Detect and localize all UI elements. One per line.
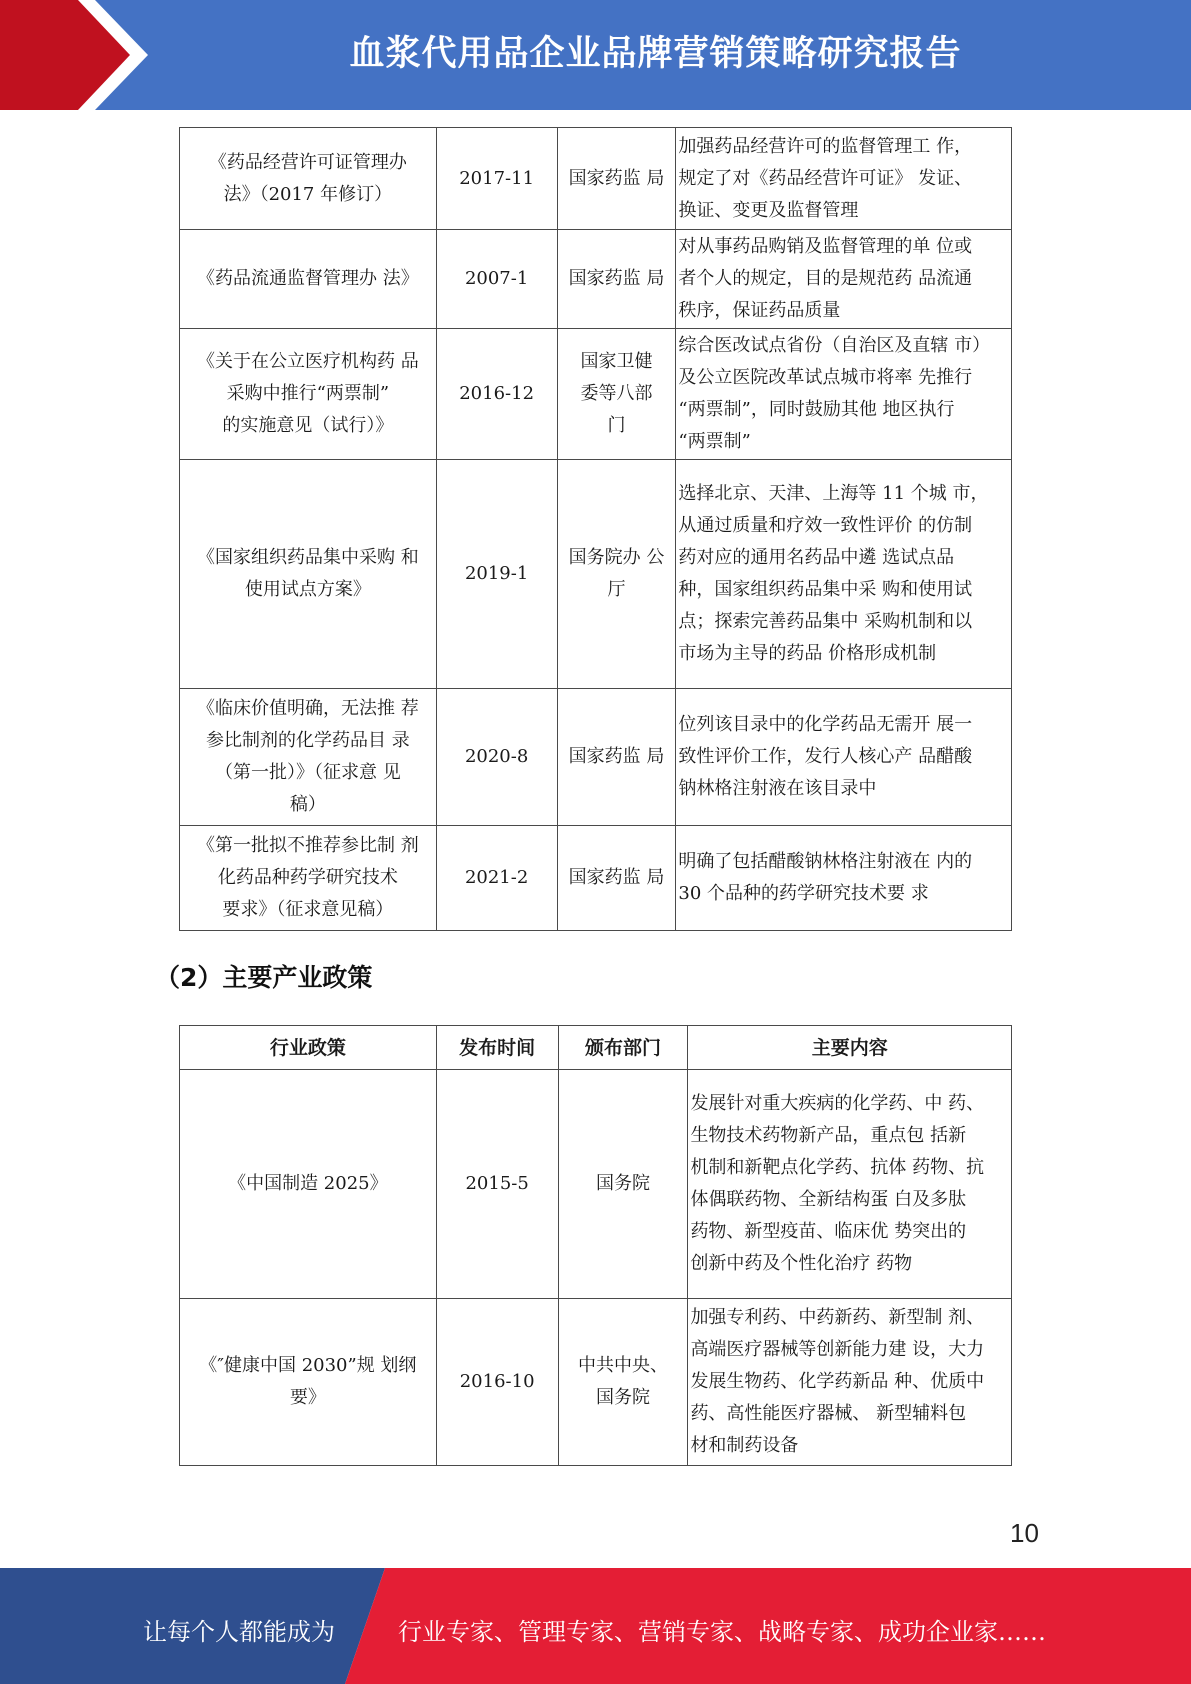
column-header: 行业政策	[180, 1026, 437, 1070]
footer-slogan-left: 让每个人都能成为	[143, 1618, 335, 1646]
column-header: 主要内容	[688, 1026, 1012, 1070]
department-cell: 国务院办 公 厅	[557, 460, 676, 689]
content-cell: 加强专利药、中药新药、新型制 剂、 高端医疗器械等创新能力建 设，大力 发展生物药、化学药新品 种、优质中 药、高性能医疗器械、 新型辅料包 材和制药设备	[688, 1299, 1012, 1466]
page-footer	[0, 1568, 1191, 1684]
date-cell: 2016-10	[436, 1299, 558, 1466]
date-cell: 2021-2	[436, 826, 557, 931]
date-cell: 2017-11	[436, 128, 557, 230]
content-cell: 位列该目录中的化学药品无需开 展一 致性评价工作，发行人核心产 品醋酸 钠林格注射液在该目录中	[676, 689, 1012, 826]
department-cell: 中共中央、 国务院	[558, 1299, 688, 1466]
department-cell: 国家卫健 委等八部 门	[557, 329, 676, 460]
column-header: 发布时间	[436, 1026, 558, 1070]
section-heading: （2）主要产业政策	[155, 963, 373, 992]
column-header: 颁布部门	[558, 1026, 688, 1070]
department-cell: 国家药监 局	[557, 230, 676, 329]
table-row	[180, 826, 1012, 931]
table-row	[180, 689, 1012, 826]
page-number: 10	[1010, 1518, 1039, 1548]
policy-name-cell: 《药品经营许可证管理办 法》（2017 年修订）	[180, 128, 437, 230]
policy-name-cell: 《关于在公立医疗机构药 品 采购中推行“两票制” 的实施意见（试行）》	[180, 329, 437, 460]
policy-name-cell: 《中国制造 2025》	[180, 1070, 437, 1299]
policy-name-cell: 《国家组织药品集中采购 和 使用试点方案》	[180, 460, 437, 689]
content-cell: 发展针对重大疾病的化学药、中 药、 生物技术药物新产品，重点包 括新 机制和新靶点化学药、抗体 药物、抗 体偶联药物、全新结构蛋 白及多肽 药物、新型疫苗、临床优 势突出的 创新中药及个性化治疗 药物	[688, 1070, 1012, 1299]
policy-name-cell: 《第一批拟不推荐参比制 剂 化药品种药学研究技术 要求》（征求意见稿）	[180, 826, 437, 931]
table-row	[180, 460, 1012, 689]
table-row	[180, 230, 1012, 329]
department-cell: 国务院	[558, 1070, 688, 1299]
department-cell: 国家药监 局	[557, 689, 676, 826]
policy-name-cell: 《临床价值明确，无法推 荐 参比制剂的化学药品目 录 （第一批）》（征求意 见 稿）	[180, 689, 437, 826]
policy-name-cell: 《″健康中国 2030”规 划纲 要》	[180, 1299, 437, 1466]
footer-slogan-right: 行业专家、管理专家、营销专家、战略专家、成功企业家……	[398, 1618, 1046, 1646]
regulation-table	[179, 127, 1012, 931]
date-cell: 2007-1	[436, 230, 557, 329]
industry-policy-table	[179, 1025, 1012, 1466]
date-cell: 2019-1	[436, 460, 557, 689]
table-row	[180, 329, 1012, 460]
department-cell: 国家药监 局	[557, 128, 676, 230]
content-cell: 综合医改试点省份（自治区及直辖 市） 及公立医院改革试点城市将率 先推行 “两票制”，同时鼓励其他 地区执行 “两票制”	[676, 329, 1012, 460]
content-cell: 明确了包括醋酸钠林格注射液在 内的 30 个品种的药学研究技术要 求	[676, 826, 1012, 931]
content-cell: 对从事药品购销及监督管理的单 位或 者个人的规定，目的是规范药 品流通 秩序，保证药品质量	[676, 230, 1012, 329]
table-row	[180, 128, 1012, 230]
content-cell: 加强药品经营许可的监督管理工 作， 规定了对《药品经营许可证》 发证、 换证、变更及监督管理	[676, 128, 1012, 230]
date-cell: 2015-5	[436, 1070, 558, 1299]
table-row	[180, 1070, 1012, 1299]
content-cell: 选择北京、天津、上海等 11 个城 市， 从通过质量和疗效一致性评价 的仿制 药对应的通用名药品中遴 选试点品 种，国家组织药品集中采 购和使用试 点；探索完善药品集中 采购机制和以 市场为主导的药品 价格形成机制	[676, 460, 1012, 689]
report-title: 血浆代用品企业品牌营销策略研究报告	[349, 34, 962, 74]
date-cell: 2020-8	[436, 689, 557, 826]
table-row	[180, 1299, 1012, 1466]
date-cell: 2016-12	[436, 329, 557, 460]
department-cell: 国家药监 局	[557, 826, 676, 931]
policy-name-cell: 《药品流通监督管理办 法》	[180, 230, 437, 329]
table-header-row	[180, 1026, 1012, 1070]
page-header	[0, 0, 1191, 110]
